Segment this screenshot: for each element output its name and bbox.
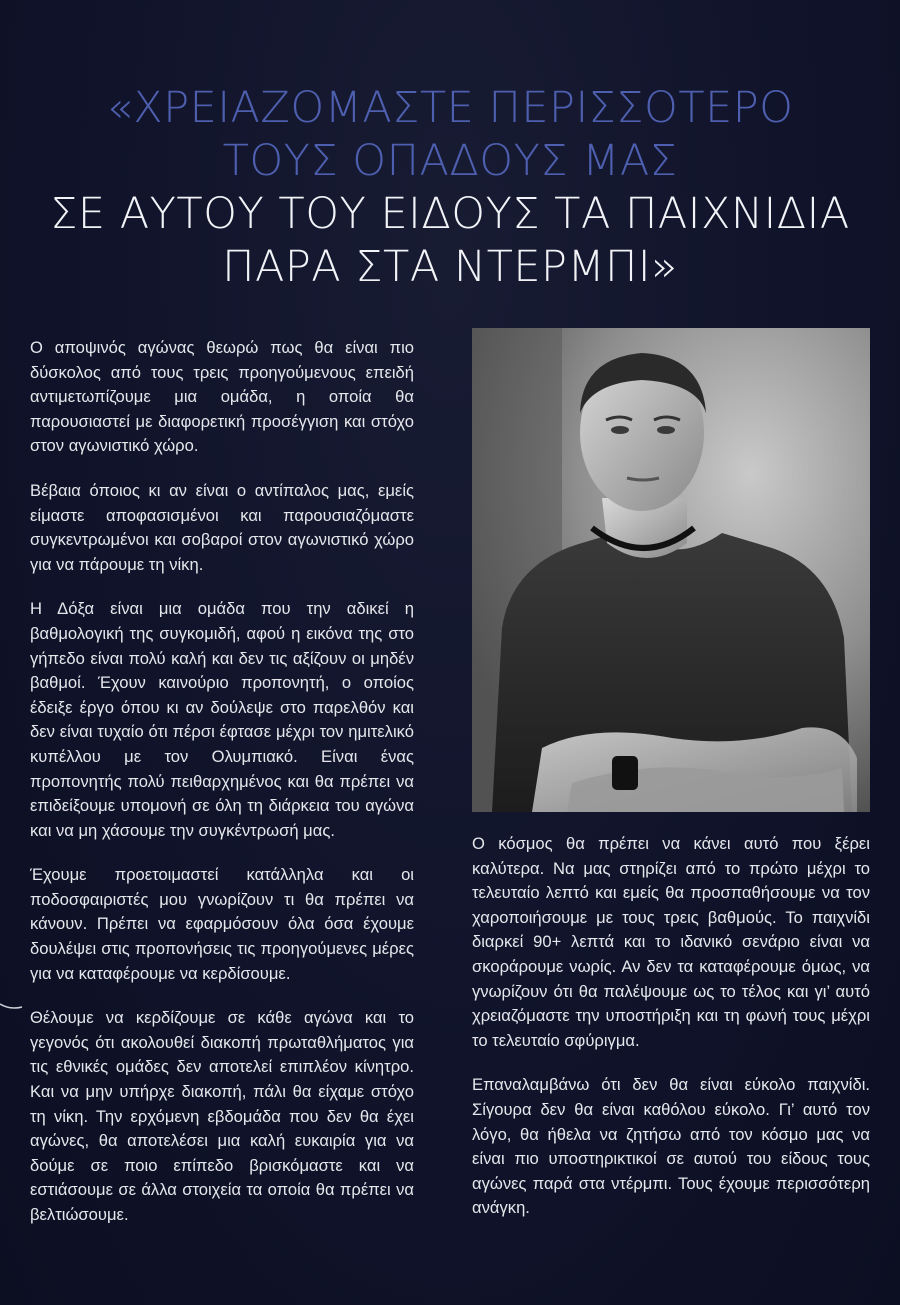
headline-line-4: ΠΑΡΑ ΣΤΑ ΝΤΕΡΜΠΙ» bbox=[222, 242, 678, 292]
paragraph: Έχουμε προετοιμαστεί κατάλληλα και οι ποδοσφαιριστές μου γνωρίζουν τι θα πρέπει να κάνουν. Πρέπει να εφαρμόσουν όλα όσα έχουμε δουλέψει στις προπονήσεις τις προηγούμενες μέρες για να καταφέρουμε να κερδίσουμε. bbox=[30, 865, 414, 983]
headline-line-2: ΤΟΥΣ ΟΠΑΔΟΥΣ ΜΑΣ bbox=[222, 136, 678, 186]
left-text-column bbox=[30, 336, 414, 1248]
headline-quote bbox=[0, 82, 900, 294]
paragraph: Επαναλαμβάνω ότι δεν θα είναι εύκολο παιχνίδι. Σίγουρα δεν θα είναι καθόλου εύκολο. Γι’ αυτό τον λόγο, θα ήθελα να ζητήσω από τον κόσμο μας να είναι πιο υποστηρικτικοί σε αυτού του είδους τους αγώνες παρά στα ντέρμπι. Τους έχουμε περισσότερη ανάγκη. bbox=[472, 1075, 870, 1218]
right-text-column bbox=[472, 832, 870, 1241]
paragraph: Η Δόξα είναι μια ομάδα που την αδικεί η βαθμολογική της συγκομιδή, αφού η εικόνα της στο γήπεδο είναι πολύ καλή και δεν τις αξίζουν οι μηδέν βαθμοί. Έχουν καινούριο προπονητή, ο οποίος έδειξε έργο όπου κι αν δούλεψε στο παρελθόν και δεν είναι τυχαίο ότι πέρσι έφτασε μέχρι τον ημιτελικό κυπέλλου με τον Ολυμπιακό. Είναι ένας προπονητής πολύ πειθαρχημένος και θα πρέπει να επιδείξουμε υπομονή σε όλη τη διάρκεια του αγώνα και να μη χάσουμε την συγκέντρωσή μας. bbox=[30, 599, 414, 840]
coach-portrait-illustration bbox=[472, 328, 870, 812]
headline-line-3: ΣΕ ΑΥΤΟΥ ΤΟΥ ΕΙΔΟΥΣ ΤΑ ΠΑΙΧΝΙΔΙΑ bbox=[50, 189, 850, 239]
page-edge-mark bbox=[0, 1000, 22, 1014]
paragraph: Ο αποψινός αγώνας θεωρώ πως θα είναι πιο δύσκολος από τους τρεις προηγούμενους επειδή αντιμετωπίζουμε μια ομάδα, η οποία θα παρουσιαστεί με διαφορετική προσέγγιση και στόχο στον αγωνιστικό χώρο. bbox=[30, 338, 414, 456]
paragraph: Βέβαια όποιος κι αν είναι ο αντίπαλος μας, εμείς είμαστε αποφασισμένοι και παρουσιαζόμαστε συγκεντρωμένοι και σοβαροί στον αγωνιστικό χώρο για να πάρουμε τη νίκη. bbox=[30, 480, 414, 574]
paragraph: Θέλουμε να κερδίζουμε σε κάθε αγώνα και το γεγονός ότι ακολουθεί διακοπή πρωταθλήματος για τις εθνικές ομάδες δεν αποτελεί επιπλέον κίνητρο. Και να μην υπήρχε διακοπή, πάλι θα είχαμε στόχο τη νίκη. Την ερχόμενη εβδομάδα που δεν θα έχει αγώνες, θα αποτελέσει μια καλή ευκαιρία για να δούμε σε ποιο επίπεδο βρισκόμαστε και να εστιάσουμε σε άλλα στοιχεία τα οποία θα πρέπει να βελτιώσουμε. bbox=[30, 1008, 414, 1224]
headline-line-1: «ΧΡΕΙΑΖΟΜΑΣΤΕ ΠΕΡΙΣΣΟΤΕΡΟ bbox=[106, 83, 794, 133]
coach-portrait-photo bbox=[472, 328, 870, 812]
paragraph: Ο κόσμος θα πρέπει να κάνει αυτό που ξέρει καλύτερα. Να μας στηρίζει από το πρώτο μέχρι το τελευταίο λεπτό και εμείς θα προσπαθήσουμε να τον χαροποιήσουμε με τους τρεις βαθμούς. Το παιχνίδι διαρκεί 90+ λεπτά και το ιδανικό σενάριο είναι να σκοράρουμε νωρίς. Αν δεν τα καταφέρουμε όμως, να γνωρίζουν ότι θα παλέψουμε ως το τέλος και γι’ αυτό χρειαζόμαστε την υποστήριξη και τη φωνή τους μέχρι το τελευταίο σφύριγμα. bbox=[472, 834, 870, 1050]
